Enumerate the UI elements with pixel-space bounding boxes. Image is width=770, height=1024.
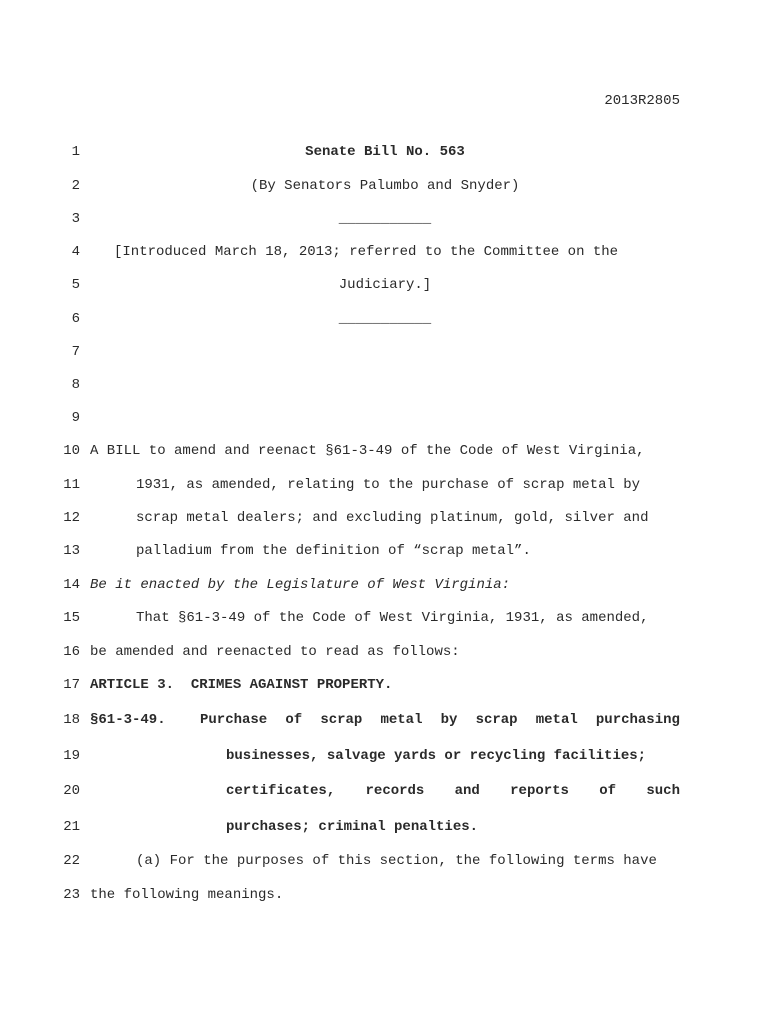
section-heading-word: reports bbox=[510, 783, 569, 799]
bill-description: A BILL to amend and reenact §61-3-49 of the Code of West Virginia, bbox=[90, 443, 645, 459]
article-heading: ARTICLE 3. CRIMES AGAINST PROPERTY. bbox=[90, 677, 393, 693]
intro-paragraph: be amended and reenacted to read as follows: bbox=[90, 644, 460, 660]
separator-line: ___________ bbox=[338, 311, 432, 327]
line-number: 13 bbox=[63, 543, 80, 559]
line-number: 21 bbox=[63, 819, 80, 835]
line-number: 17 bbox=[63, 677, 80, 693]
intro-paragraph: That §61-3-49 of the Code of West Virginia, 1931, as amended, bbox=[136, 610, 649, 626]
line-number: 6 bbox=[71, 311, 80, 327]
line-number: 15 bbox=[63, 610, 80, 626]
section-heading-word: by bbox=[440, 712, 458, 728]
line-number: 1 bbox=[71, 144, 80, 160]
line-number: 22 bbox=[63, 853, 80, 869]
section-heading-word: Purchase bbox=[200, 712, 268, 728]
bill-description: 1931, as amended, relating to the purchase of scrap metal by bbox=[136, 477, 641, 493]
section-heading: purchases; criminal penalties. bbox=[226, 819, 479, 835]
bill-description: scrap metal dealers; and excluding platinum, gold, silver and bbox=[136, 510, 649, 526]
sponsors: (By Senators Palumbo and Snyder) bbox=[250, 178, 520, 194]
section-heading-word: purchasing bbox=[595, 712, 680, 728]
section-heading-word: scrap bbox=[475, 712, 518, 728]
line-number: 11 bbox=[63, 477, 80, 493]
line-number: 4 bbox=[71, 244, 80, 260]
line-number: 7 bbox=[71, 344, 80, 360]
section-heading bbox=[226, 783, 680, 799]
line-number: 18 bbox=[63, 712, 80, 728]
line-number: 19 bbox=[63, 748, 80, 764]
paragraph-a: (a) For the purposes of this section, the following terms have bbox=[136, 853, 657, 869]
line-number: 20 bbox=[63, 783, 80, 799]
section-heading-word: and bbox=[454, 783, 480, 799]
separator-line: ___________ bbox=[338, 211, 432, 227]
section-heading-word: certificates, bbox=[226, 783, 336, 799]
enacting-clause: Be it enacted by the Legislature of West Virginia: bbox=[90, 577, 511, 593]
line-number: 12 bbox=[63, 510, 80, 526]
section-heading-word: metal bbox=[380, 712, 423, 728]
section-heading-word: metal bbox=[535, 712, 578, 728]
line-number: 9 bbox=[71, 410, 80, 426]
line-number: 10 bbox=[63, 443, 80, 459]
section-heading-word: scrap bbox=[320, 712, 363, 728]
line-number: 14 bbox=[63, 577, 80, 593]
line-number: 2 bbox=[71, 178, 80, 194]
line-number: 8 bbox=[71, 377, 80, 393]
introduced-note-continued: Judiciary.] bbox=[338, 277, 432, 293]
section-number: §61-3-49. bbox=[90, 712, 166, 728]
bill-description: palladium from the definition of “scrap metal”. bbox=[136, 543, 531, 559]
line-number: 5 bbox=[71, 277, 80, 293]
section-heading-word: records bbox=[365, 783, 425, 799]
section-heading bbox=[200, 712, 680, 728]
section-heading-word: of bbox=[599, 783, 617, 799]
bill-title: Senate Bill No. 563 bbox=[305, 144, 465, 160]
section-heading-word: of bbox=[285, 712, 303, 728]
paragraph-a: the following meanings. bbox=[90, 887, 284, 903]
section-heading-word: such bbox=[646, 783, 680, 799]
line-number: 23 bbox=[63, 887, 80, 903]
line-number: 3 bbox=[71, 211, 80, 227]
line-number: 16 bbox=[63, 644, 80, 660]
section-heading: businesses, salvage yards or recycling facilities; bbox=[226, 748, 647, 764]
document-id: 2013R2805 bbox=[604, 93, 680, 109]
introduced-note: [Introduced March 18, 2013; referred to the Committee on the bbox=[114, 244, 619, 260]
